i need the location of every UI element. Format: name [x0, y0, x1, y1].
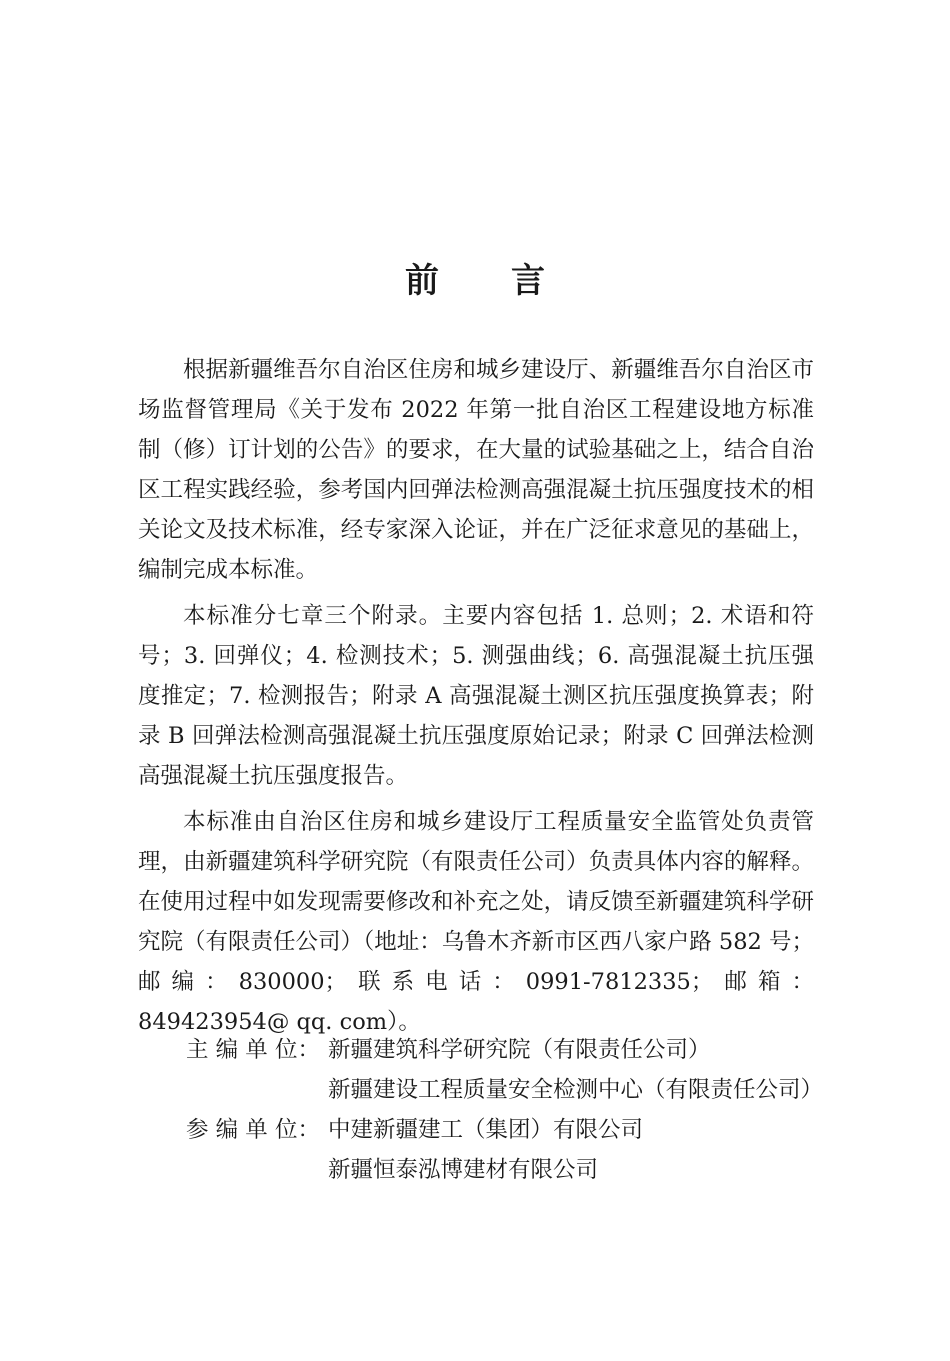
paragraph-management: 本标准由自治区住房和城乡建设厅工程质量安全监管处负责管理，由新疆建筑科学研究院（有限责任公司）负责具体内容的解释。在使用过程中如发现需要修改和补充之处，请反馈至新疆建筑科学研究院（有限责任公司）（地址：乌鲁木齐新市区西八家户路 582 号；邮编：830000；联系电话：0991-7812335；邮箱：849423954@ qq. com）。 [138, 809, 815, 1035]
participating-units-list [328, 1110, 826, 1190]
participating-unit-item: 新疆恒泰泓博建材有限公司 [328, 1157, 599, 1183]
units-section [186, 1030, 826, 1190]
chief-units-row [186, 1030, 826, 1110]
paragraph-basis: 根据新疆维吾尔自治区住房和城乡建设厅、新疆维吾尔自治区市场监督管理局《关于发布 2022 年第一批自治区工程建设地方标准制（修）订计划的公告》的要求，在大量的试验基础之上，结合自治区工程实践经验，参考国内回弹法检测高强混凝土抗压强度技术的相关论文及技术标准，经专家深入论证，并在广泛征求意见的基础上，编制完成本标准。 [138, 357, 814, 583]
chief-unit-item: 新疆建筑科学研究院（有限责任公司） [328, 1037, 711, 1063]
title-char-2: 言 [511, 261, 545, 301]
participating-units-row [186, 1110, 826, 1190]
preface-body [138, 350, 814, 1048]
chief-units-list [328, 1030, 826, 1110]
page-title [0, 256, 950, 306]
chief-units-label: 主 编 单 位： [186, 1037, 320, 1063]
participating-units-label: 参 编 单 位： [186, 1117, 320, 1143]
paragraph-contents: 本标准分七章三个附录。主要内容包括 1. 总则；2. 术语和符号；3. 回弹仪；4. 检测技术；5. 测强曲线；6. 高强混凝土抗压强度推定；7. 检测报告；附录 A 高强混凝土测区抗压强度换算表；附录 B 回弹法检测高强混凝土抗压强度原始记录；附录 C 回弹法检测高强混凝土抗压强度报告。 [138, 603, 814, 789]
title-char-1: 前 [405, 261, 439, 301]
participating-unit-item: 中建新疆建工（集团）有限公司 [328, 1117, 644, 1143]
chief-unit-item: 新疆建设工程质量安全检测中心（有限责任公司） [328, 1077, 824, 1103]
